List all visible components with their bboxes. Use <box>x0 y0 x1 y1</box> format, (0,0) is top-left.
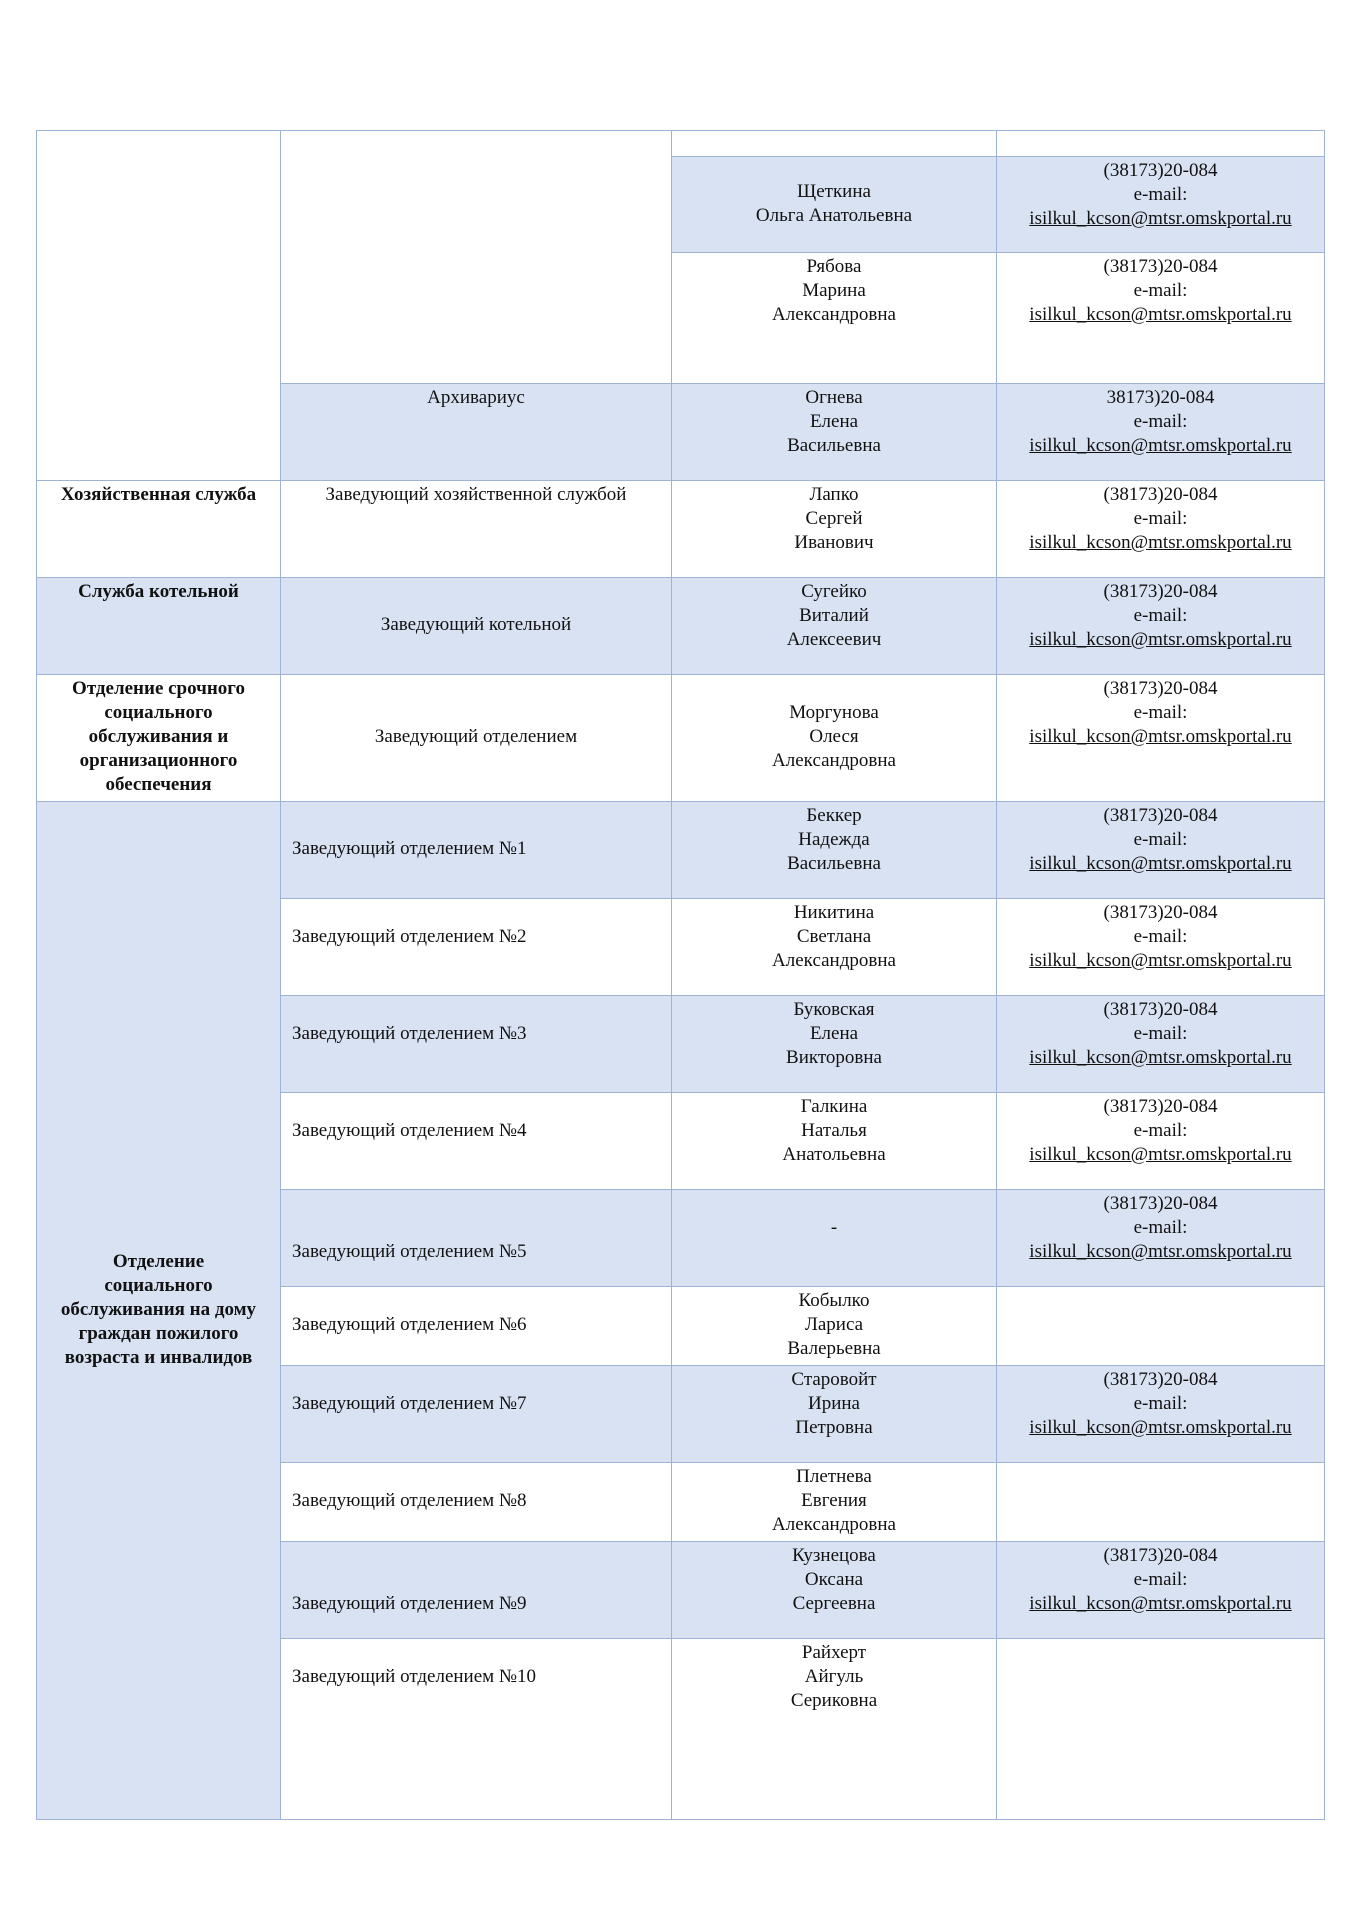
phone-number: (38173)20-084 <box>1103 1545 1218 1566</box>
table-row <box>37 131 1325 157</box>
employee-name: Никитина Светлана Александровна <box>672 899 997 996</box>
contact-info <box>997 384 1325 481</box>
email-link[interactable]: isilkul_kcson@mtsr.omskportal.ru <box>1029 1241 1292 1262</box>
email-link[interactable]: isilkul_kcson@mtsr.omskportal.ru <box>1029 1593 1292 1614</box>
contact-info-empty <box>997 1287 1325 1366</box>
table-row <box>37 481 1325 578</box>
contact-info-empty <box>997 1463 1325 1542</box>
email-link[interactable]: isilkul_kcson@mtsr.omskportal.ru <box>1029 208 1292 229</box>
position-cell: Заведующий отделением №5 <box>281 1190 672 1287</box>
email-label: e-mail: <box>1133 508 1188 529</box>
phone-number: (38173)20-084 <box>1103 805 1218 826</box>
contact-info <box>997 1093 1325 1190</box>
dept-cell-continued <box>37 131 281 481</box>
phone-number: (38173)20-084 <box>1103 256 1218 277</box>
position-cell: Заведующий отделением №2 <box>281 899 672 996</box>
contact-info-empty <box>997 1639 1325 1820</box>
name-cell-empty <box>672 131 997 157</box>
email-link[interactable]: isilkul_kcson@mtsr.omskportal.ru <box>1029 1047 1292 1068</box>
phone-number: 38173)20-084 <box>1106 387 1215 408</box>
table-row <box>37 578 1325 675</box>
email-label: e-mail: <box>1133 1217 1188 1238</box>
email-label: e-mail: <box>1133 1569 1188 1590</box>
department-name: Отделение социального обслуживания на дому граждан пожилого возраста и инвалидов <box>37 802 281 1820</box>
position-cell: Заведующий отделением №8 <box>281 1463 672 1542</box>
employee-name: Лапко Сергей Иванович <box>672 481 997 578</box>
employee-name: Рябова Марина Александровна <box>672 253 997 384</box>
department-name: Служба котельной <box>37 578 281 675</box>
position-cell: Заведующий хозяйственной службой <box>281 481 672 578</box>
position-cell: Заведующий отделением №9 <box>281 1542 672 1639</box>
phone-number: (38173)20-084 <box>1103 678 1218 699</box>
phone-number: (38173)20-084 <box>1103 999 1218 1020</box>
employee-name: Огнева Елена Васильевна <box>672 384 997 481</box>
position-cell: Заведующий отделением №7 <box>281 1366 672 1463</box>
contact-info <box>997 578 1325 675</box>
email-label: e-mail: <box>1133 1393 1188 1414</box>
email-label: e-mail: <box>1133 605 1188 626</box>
phone-number: (38173)20-084 <box>1103 484 1218 505</box>
phone-number: (38173)20-084 <box>1103 581 1218 602</box>
email-link[interactable]: isilkul_kcson@mtsr.omskportal.ru <box>1029 726 1292 747</box>
email-link[interactable]: isilkul_kcson@mtsr.omskportal.ru <box>1029 629 1292 650</box>
position-cell: Архивариус <box>281 384 672 481</box>
position-cell: Заведующий отделением №6 <box>281 1287 672 1366</box>
phone-number: (38173)20-084 <box>1103 902 1218 923</box>
table-row <box>37 675 1325 802</box>
phone-number: (38173)20-084 <box>1103 1193 1218 1214</box>
email-link[interactable]: isilkul_kcson@mtsr.omskportal.ru <box>1029 950 1292 971</box>
employee-name: Кобылко Лариса Валерьевна <box>672 1287 997 1366</box>
contact-info <box>997 996 1325 1093</box>
position-cell: Заведующий котельной <box>281 578 672 675</box>
email-label: e-mail: <box>1133 1023 1188 1044</box>
table-row <box>37 802 1325 899</box>
contact-info <box>997 802 1325 899</box>
contact-cell-empty <box>997 131 1325 157</box>
position-cell: Заведующий отделением <box>281 675 672 802</box>
employee-name: Плетнева Евгения Александровна <box>672 1463 997 1542</box>
position-cell: Заведующий отделением №3 <box>281 996 672 1093</box>
email-label: e-mail: <box>1133 829 1188 850</box>
contact-info <box>997 899 1325 996</box>
email-link[interactable]: isilkul_kcson@mtsr.omskportal.ru <box>1029 532 1292 553</box>
department-name: Хозяйственная служба <box>37 481 281 578</box>
employee-name: Райхерт Айгуль Сериковна <box>672 1639 997 1820</box>
contact-info <box>997 675 1325 802</box>
email-label: e-mail: <box>1133 1120 1188 1141</box>
contact-info <box>997 1366 1325 1463</box>
email-label: e-mail: <box>1133 280 1188 301</box>
email-label: e-mail: <box>1133 926 1188 947</box>
department-name: Отделение срочного социального обслуживания и организационного обеспечения <box>37 675 281 802</box>
email-link[interactable]: isilkul_kcson@mtsr.omskportal.ru <box>1029 1144 1292 1165</box>
phone-number: (38173)20-084 <box>1103 160 1218 181</box>
employee-name: Кузнецова Оксана Сергеевна <box>672 1542 997 1639</box>
position-cell: Заведующий отделением №4 <box>281 1093 672 1190</box>
contact-info <box>997 481 1325 578</box>
email-link[interactable]: isilkul_kcson@mtsr.omskportal.ru <box>1029 304 1292 325</box>
employee-name: Щеткина Ольга Анатольевна <box>672 157 997 253</box>
contact-info <box>997 157 1325 253</box>
employee-name: Сугейко Виталий Алексеевич <box>672 578 997 675</box>
staff-contacts-table <box>36 130 1325 1820</box>
employee-name: Старовойт Ирина Петровна <box>672 1366 997 1463</box>
email-link[interactable]: isilkul_kcson@mtsr.omskportal.ru <box>1029 435 1292 456</box>
phone-number: (38173)20-084 <box>1103 1369 1218 1390</box>
email-link[interactable]: isilkul_kcson@mtsr.omskportal.ru <box>1029 853 1292 874</box>
contact-info <box>997 253 1325 384</box>
email-label: e-mail: <box>1133 184 1188 205</box>
position-cell: Заведующий отделением №10 <box>281 1639 672 1820</box>
employee-name: Галкина Наталья Анатольевна <box>672 1093 997 1190</box>
employee-name: Буковская Елена Викторовна <box>672 996 997 1093</box>
employee-name: - <box>672 1190 997 1287</box>
email-label: e-mail: <box>1133 702 1188 723</box>
email-link[interactable]: isilkul_kcson@mtsr.omskportal.ru <box>1029 1417 1292 1438</box>
contact-info <box>997 1542 1325 1639</box>
employee-name: Моргунова Олеся Александровна <box>672 675 997 802</box>
employee-name: Беккер Надежда Васильевна <box>672 802 997 899</box>
position-cell-continued <box>281 131 672 384</box>
email-label: e-mail: <box>1133 411 1188 432</box>
position-cell: Заведующий отделением №1 <box>281 802 672 899</box>
contact-info <box>997 1190 1325 1287</box>
phone-number: (38173)20-084 <box>1103 1096 1218 1117</box>
